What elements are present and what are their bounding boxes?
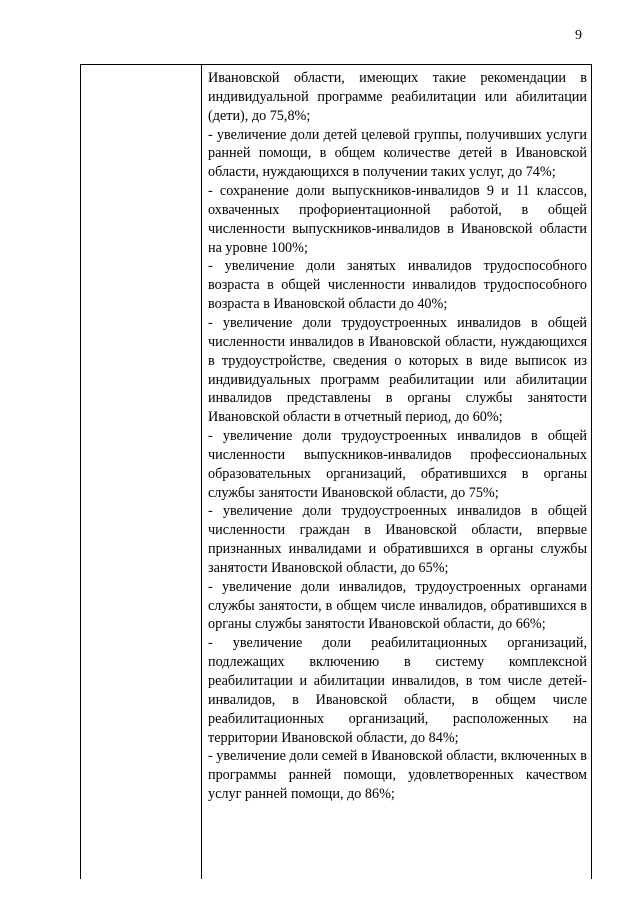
paragraph-employed-by-agencies: - увеличение доли инвалидов, трудоустроенных органами службы занятости, в общем числе инвалидов, обратившихся в органы службы занятости Ивановской области, до 66%; bbox=[208, 578, 587, 633]
page-number: 9 bbox=[575, 28, 582, 43]
table-right-cell bbox=[208, 69, 587, 804]
document-table bbox=[80, 64, 592, 879]
paragraph-families-satisfied: - увеличение доли семей в Ивановской области, включенных в программы ранней помощи, удовлетворенных качеством услуг ранней помощи, до 86%; bbox=[208, 748, 587, 803]
paragraph-employed-working-age: - увеличение доли занятых инвалидов трудоспособного возраста в общей численности инвалидов трудоспособного возраста в Ивановской области до 40%; bbox=[208, 258, 587, 313]
column-divider bbox=[201, 65, 202, 879]
paragraph-early-help: - увеличение доли детей целевой группы, получивших услуги ранней помощи, в общем количестве детей в Ивановской области, нуждающихся в получении таких услуг, до 74%; bbox=[208, 126, 587, 181]
paragraph-employed-needing-work: - увеличение доли трудоустроенных инвалидов в общей численности инвалидов в Ивановской области, нуждающихся в трудоустройстве, сведения о которых в виде выписок из индивидуальных программ реабилитации или абилитации инвалидов представлены в органы службы занятости Ивановской области в отчетный период, до 60%; bbox=[208, 314, 587, 426]
table-left-cell bbox=[81, 65, 201, 879]
paragraph-employed-first-recognized: - увеличение доли трудоустроенных инвалидов в общей численности граждан в Ивановской области, впервые признанных инвалидами и обратившихся в органы службы занятости Ивановской области, до 65%; bbox=[208, 503, 587, 576]
paragraph-career-guidance: - сохранение доли выпускников-инвалидов 9 и 11 классов, охваченных профориентационной работой, в общей численности выпускников-инвалидов в Ивановской области на уровне 100%; bbox=[208, 183, 587, 256]
paragraph-employed-graduates: - увеличение доли трудоустроенных инвалидов в общей численности выпускников-инвалидов профессиональных образовательных организаций, обратившихся в органы службы занятости Ивановской области, до 75%; bbox=[208, 428, 587, 501]
paragraph-continuation: Ивановской области, имеющих такие рекомендации в индивидуальной программе реабилитации или абилитации (дети), до 75,8%; bbox=[208, 70, 587, 124]
paragraph-rehab-organizations: - увеличение доли реабилитационных организаций, подлежащих включению в систему комплексной реабилитации и абилитации инвалидов, в том числе детей-инвалидов, в Ивановской области, в общем числе реабилитационных организаций, расположенных на территории Ивановской области, до 84%; bbox=[208, 635, 587, 746]
